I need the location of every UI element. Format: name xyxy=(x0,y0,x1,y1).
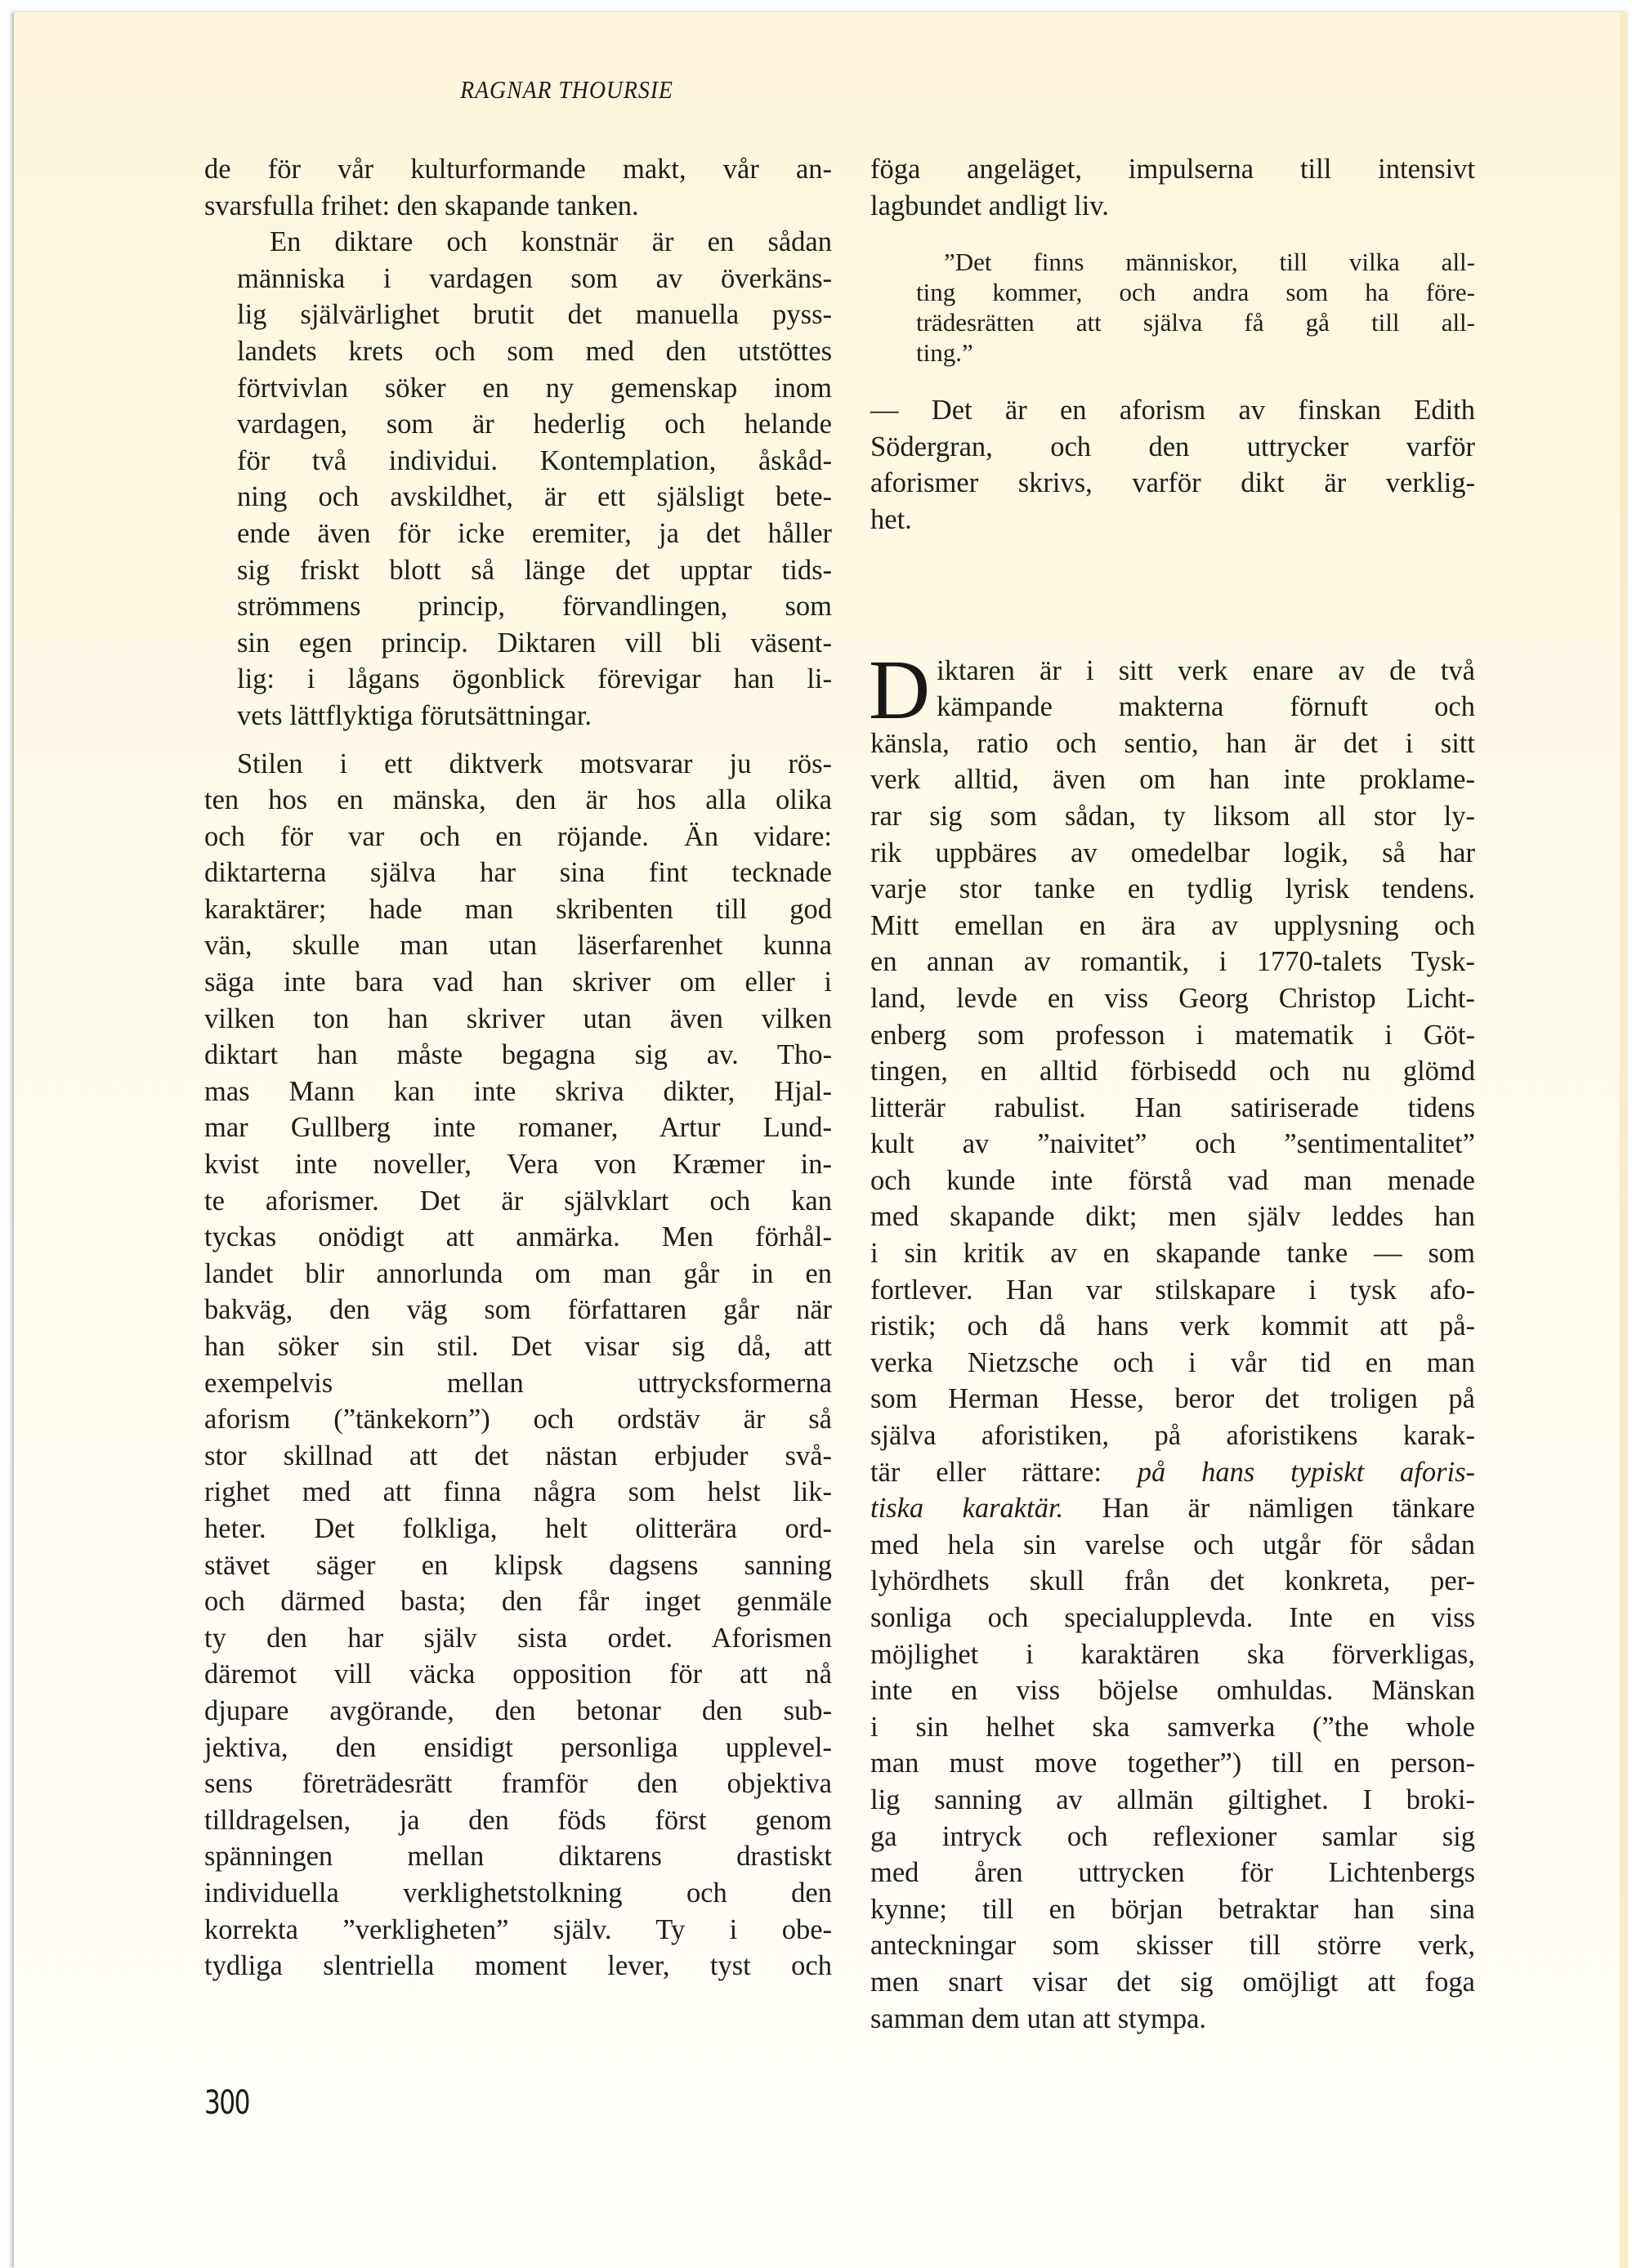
text-line: righet med att finna några som helst lik- xyxy=(204,1476,832,1508)
text-line: möjlighet i karaktären ska förverkligas, xyxy=(870,1638,1475,1670)
text-line: människa i vardagen som av överkäns- xyxy=(237,262,832,294)
roman-text: Han är nämligen tänkare xyxy=(1063,1493,1475,1525)
text-line: mar Gullberg inte romaner, Artur Lund- xyxy=(204,1112,832,1144)
italic-emphasis: tiska karaktär. xyxy=(870,1493,1064,1525)
text-line: En diktare och konstnär är en sådan xyxy=(270,226,832,258)
text-line: stor skillnad att det nästan erbjuder svå- xyxy=(204,1440,832,1471)
text-line: strömmens princip, förvandlingen, som xyxy=(237,591,832,623)
text-line: ty den har själv sista ordet. Aforismen xyxy=(204,1622,832,1654)
text-line: verk alltid, även om han inte proklame- xyxy=(870,764,1475,796)
text-line: jektiva, den ensidigt personliga upplevel- xyxy=(204,1731,832,1763)
text-line: tingen, en alltid förbisedd och nu glömd xyxy=(870,1056,1475,1087)
text-line: sin egen princip. Diktaren vill bli väsent- xyxy=(237,627,832,659)
text-line: kynne; till en början betraktar han sina xyxy=(870,1893,1475,1925)
text-line: exempelvis mellan uttrycksformerna xyxy=(204,1367,832,1399)
text-line: föga angeläget, impulserna till intensivt xyxy=(870,154,1475,185)
text-line: vän, skulle man utan läserfarenhet kunna xyxy=(204,930,832,962)
paragraph-stilen xyxy=(204,746,832,1984)
section-lichtenberg xyxy=(869,642,1475,2038)
text-line: och därmed basta; den får inget genmäle xyxy=(204,1586,832,1618)
text-line: men snart visar det sig omöjligt att foga xyxy=(870,1966,1475,1998)
text-line-mixed xyxy=(870,1490,1475,1527)
text-line: enberg som professon i matematik i Göt- xyxy=(870,1019,1475,1051)
text-line: stävet säger en klipsk dagsens sanning xyxy=(204,1549,832,1581)
text-line: själva aforistiken, på aforistikens karak- xyxy=(870,1420,1475,1452)
text-line: i sin helhet ska samverka (”the whole xyxy=(870,1711,1475,1743)
text-line: diktart han måste begagna sig av. Tho- xyxy=(204,1039,832,1071)
running-head-author: RAGNAR THOURSIE xyxy=(460,75,673,104)
text-line: — Det är en aforism av finskan Edith xyxy=(870,395,1475,426)
text-line: med åren uttrycken för Lichtenbergs xyxy=(870,1857,1475,1889)
text-line: landet blir annorlunda om man går in en xyxy=(204,1257,832,1289)
text-line: med skapande dikt; men själv leddes han xyxy=(870,1201,1475,1233)
text-line: kult av ”naivitet” och ”sentimentalitet” xyxy=(870,1128,1475,1160)
text-line: med hela sin varelse och utgår för sådan xyxy=(870,1529,1475,1560)
text-line: däremot vill väcka opposition för att nå xyxy=(204,1659,832,1690)
italic-emphasis: på hans typiskt aforis- xyxy=(1137,1456,1475,1488)
text-line: lagbundet andligt liv. xyxy=(870,190,1109,221)
text-line: vilken ton han skriver utan även vilken xyxy=(204,1002,832,1034)
text-line: ten hos en mänska, den är hos alla olika xyxy=(204,784,832,816)
text-line: tilldragelsen, ja den föds först genom xyxy=(204,1804,832,1836)
text-line: och kunde inte förstå vad man menade xyxy=(870,1164,1475,1196)
text-line: djupare avgörande, den betonar den sub- xyxy=(204,1694,832,1726)
text-line: som Herman Hesse, beror det troligen på xyxy=(870,1383,1475,1415)
text-line: sonliga och specialupplevda. Inte en viss xyxy=(870,1602,1475,1633)
text-line: en annan av romantik, i 1770-talets Tysk- xyxy=(870,946,1475,978)
text-line: lig sanning av allmän giltighet. I broki- xyxy=(870,1784,1475,1815)
text-line: svarsfulla frihet: den skapande tanken. xyxy=(204,190,639,221)
text-line: ga intryck och reflexioner samlar sig xyxy=(870,1820,1475,1852)
text-line: kvist inte noveller, Vera von Kræmer in- xyxy=(204,1149,832,1181)
text-line: het. xyxy=(870,503,912,535)
text-line: anteckningar som skisser till större verk, xyxy=(870,1930,1475,1962)
text-line: mas Mann kan inte skriva dikter, Hjal- xyxy=(204,1075,832,1107)
text-line: karaktärer; hade man skribenten till god xyxy=(204,893,832,925)
book-page xyxy=(14,12,1628,2268)
text-line: tydliga slentriella moment lever, tyst och xyxy=(204,1950,832,1982)
roman-text: tär eller rättare: xyxy=(870,1456,1138,1488)
quote-line: ting.” xyxy=(916,338,973,368)
drop-cap: D xyxy=(869,642,931,737)
text-line: individuella verklighetstolkning och den xyxy=(204,1877,832,1909)
text-line: varje stor tanke en tydlig lyrisk tendens. xyxy=(870,873,1475,905)
text-line: samman dem utan att stympa. xyxy=(870,2002,1207,2034)
text-line: verka Nietzsche och i vår tid en man xyxy=(870,1346,1475,1378)
text-line: spänningen mellan diktarens drastiskt xyxy=(204,1841,832,1873)
text-line: litterär rabulist. Han satiriserade tidens xyxy=(870,1092,1475,1123)
paragraph-continuation-right xyxy=(870,151,1475,224)
text-line: känsla, ratio och sentio, han är det i sitt xyxy=(870,727,1475,759)
text-line: de för vår kulturformande makt, vår an- xyxy=(204,154,832,185)
text-line: land, levde en viss Georg Christop Licht- xyxy=(870,982,1475,1014)
text-line: kämpande makterna förnuft och xyxy=(937,691,1475,723)
text-line: Stilen i ett diktverk motsvarar ju rös- xyxy=(237,748,832,779)
text-line: fortlever. Han var stilskapare i tysk afo- xyxy=(870,1274,1475,1306)
paragraph-attribution xyxy=(870,392,1475,538)
text-line: i sin kritik av en skapande tanke — som xyxy=(870,1238,1475,1270)
text-line-mixed xyxy=(870,1454,1475,1491)
text-line: ristik; och då hans verk kommit att på- xyxy=(870,1310,1475,1342)
text-line: rar sig som sådan, ty liksom all stor ly- xyxy=(870,800,1475,832)
text-line: ende även för icke eremiter, ja det håller xyxy=(237,517,832,549)
text-line: sens företrädesrätt framför den objektiva xyxy=(204,1768,832,1800)
text-line: vardagen, som är hederlig och helande xyxy=(237,409,832,440)
left-column xyxy=(204,151,832,1984)
text-line: han söker sin stil. Det visar sig då, att xyxy=(204,1331,832,1362)
text-line: lig självärlighet brutit det manuella pyss- xyxy=(237,299,832,331)
text-line: för två individui. Kontemplation, åskåd- xyxy=(237,444,832,476)
text-line: bakväg, den väg som författaren går när xyxy=(204,1294,832,1326)
block-quote-sodergran xyxy=(916,247,1475,368)
quote-line: ting kommer, och andra som ha före- xyxy=(916,278,1475,307)
text-line: lig: i lågans ögonblick förevigar han li- xyxy=(237,663,832,695)
text-line: man must move together”) till en person- xyxy=(870,1748,1475,1779)
quote-line: ”Det finns människor, till vilka all- xyxy=(944,248,1475,277)
text-line: rik uppbäres av omedelbar logik, så har xyxy=(870,837,1475,868)
text-line: diktarterna själva har sina fint tecknade xyxy=(204,857,832,889)
text-line: korrekta ”verkligheten” själv. Ty i obe- xyxy=(204,1913,832,1945)
text-line: inte en viss böjelse omhuldas. Mänskan xyxy=(870,1675,1475,1707)
text-line: aforismer skrivs, varför dikt är verklig- xyxy=(870,467,1475,499)
text-line: Södergran, och den uttrycker varför xyxy=(870,431,1475,462)
text-line: iktaren är i sitt verk enare av de två xyxy=(937,654,1475,686)
text-line: landets krets och som med den utstöttes xyxy=(237,335,832,367)
text-line: aforism (”tänkekorn”) och ordstäv är så xyxy=(204,1404,832,1435)
text-line: lyhördhets skull från det konkreta, per- xyxy=(870,1565,1475,1597)
paragraph-continuation xyxy=(204,151,832,224)
text-line: te aforismer. Det är självklart och kan xyxy=(204,1185,832,1217)
text-line: ning och avskildhet, är ett själsligt bete- xyxy=(237,481,832,513)
text-line: heter. Det folkliga, helt olitterära ord- xyxy=(204,1512,832,1544)
text-line: Mitt emellan en ära av upplysning och xyxy=(870,909,1475,941)
text-line: vets lättflyktiga förutsättningar. xyxy=(237,699,592,731)
right-column xyxy=(870,151,1475,2037)
text-line: tyckas onödigt att anmärka. Men förhål- xyxy=(204,1221,832,1253)
text-line: säga inte bara vad han skriver om eller i xyxy=(204,967,832,998)
page-number: 300 xyxy=(204,2084,249,2122)
text-line: och för var och en röjande. Än vidare: xyxy=(204,820,832,852)
quote-line: trädesrätten att själva få gå till all- xyxy=(916,308,1475,337)
text-line: sig friskt blott så länge det upptar tids- xyxy=(237,554,832,586)
paragraph-diktare xyxy=(204,224,832,734)
text-line: förtvivlan söker en ny gemenskap inom xyxy=(237,372,832,404)
